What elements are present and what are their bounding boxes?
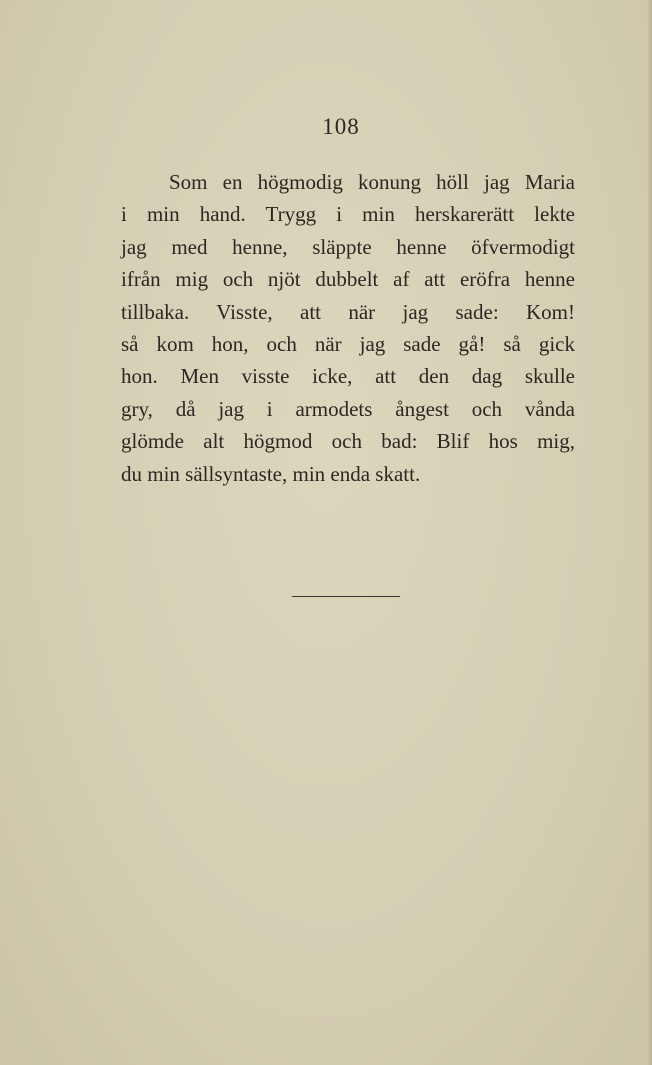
page-edge — [648, 0, 652, 1065]
paragraph-line: glömde alt högmod och bad: Blif hos mig, — [121, 429, 575, 454]
paragraph-line: Som en högmodig konung höll jag Maria — [169, 170, 575, 194]
paragraph-line: hon. Men visste icke, att den dag skulle — [121, 364, 575, 389]
section-divider — [292, 596, 400, 597]
paragraph-line: i min hand. Trygg i min herskarerätt lekte — [121, 202, 575, 227]
paragraph-line: ifrån mig och njöt dubbelt af att eröfra henne — [121, 267, 575, 292]
paragraph-line: tillbaka. Visste, att när jag sade: Kom! — [121, 299, 575, 324]
paragraph-line: så kom hon, och när jag sade gå! så gick — [121, 331, 575, 356]
page-number: 108 — [322, 114, 360, 139]
paragraph — [121, 166, 575, 490]
paragraph-line: gry, då jag i armodets ångest och vånda — [121, 396, 575, 421]
paragraph-line: jag med henne, släppte henne öfvermodigt — [121, 234, 575, 259]
paragraph-line: du min sällsyntaste, min enda skatt. — [121, 461, 421, 486]
